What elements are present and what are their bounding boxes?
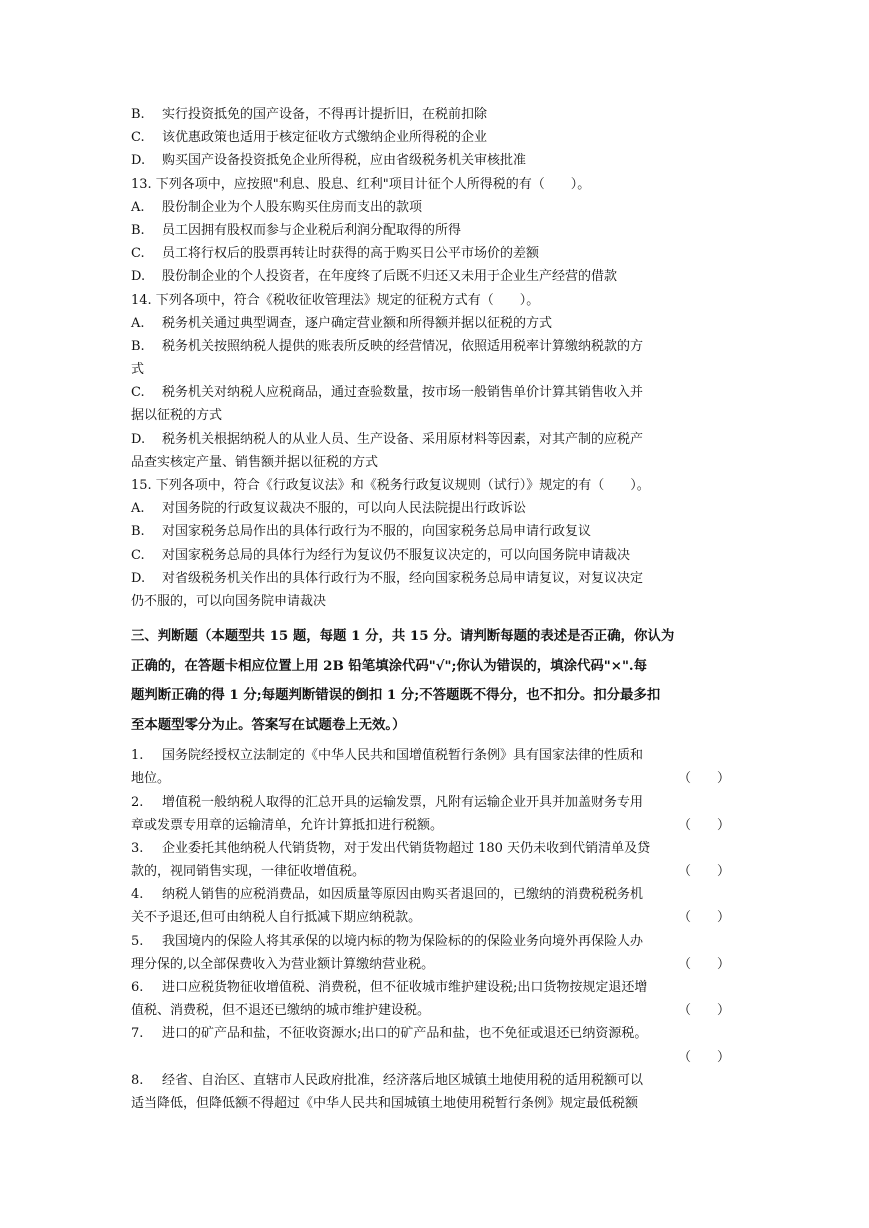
option-line: D. 对省级税务机关作出的具体行政行为不服，经向国家税务总局申请复议，对复议决定	[131, 570, 644, 586]
question-15	[131, 474, 730, 613]
answer-bracket: （ ）	[677, 864, 730, 880]
option-line: C. 税务机关对纳税人应税商品，通过查验数量，按市场一般销售单价计算其销售收入并	[131, 385, 644, 401]
answer-bracket: （ ）	[677, 1049, 730, 1065]
option-line: B. 对国家税务总局作出的具体行政行为不服的，向国家税务总局申请行政复议	[131, 524, 592, 540]
option-line: A. 对国务院的行政复议裁决不服的，可以向人民法院提出行政诉讼	[131, 501, 527, 517]
question-stem: 14. 下列各项中，符合《税收征收管理法》规定的征税方式有（ ）。	[131, 292, 540, 308]
option-line: A. 税务机关通过典型调查，逐户确定营业额和所得额并据以征税的方式	[131, 315, 553, 331]
heading-line: 至本题型零分为止。答案写在试题卷上无效。）	[131, 716, 406, 733]
heading-line: 正确的，在答题卡相应位置上用 2B 铅笔填涂代码"√";你认为错误的，填涂代码"×".每	[131, 657, 647, 674]
judge-item-3: 3. 企业委托其他纳税人代销货物，对于发出代销货物超过 180 天仍未收到代销清单及贷 款的，视同销售实现，一律征收增值税。 （ ）	[131, 837, 730, 883]
option-continuation: 式	[131, 362, 145, 378]
option-line: C. 对国家税务总局的具体行为经行为复议仍不服复议决定的，可以向国务院申请裁决	[131, 547, 631, 563]
option-line: D. 购买国产设备投资抵免企业所得税，应由省级税务机关审核批准	[131, 153, 527, 169]
heading-line: 题判断正确的得 1 分;每题判断错误的倒扣 1 分;不答题既不得分，也不扣分。扣分最多扣	[131, 687, 661, 704]
judge-item-1: 1. 国务院经授权立法制定的《中华人民共和国增值税暂行条例》具有国家法律的性质和 地位。 （ ）	[131, 744, 730, 790]
judge-item-6: 6. 进口应税货物征收增值税、消费税，但不征收城市维护建设税;出口货物按规定退还增 值税、消费税，但不退还已缴纳的城市维护建设税。 （ ）	[131, 976, 730, 1022]
judge-item-4: 4. 纳税人销售的应税消费品，如因质量等原因由购买者退回的，已缴纳的消费税税务机 关不予退还,但可由纳税人自行抵减下期应纳税款。 （ ）	[131, 883, 730, 929]
option-line: B. 税务机关按照纳税人提供的账表所反映的经营情况，依照适用税率计算缴纳税款的方	[131, 338, 644, 354]
option-line: C. 该优惠政策也适用于核定征收方式缴纳企业所得税的企业	[131, 130, 488, 146]
option-line: B. 实行投资抵免的国产设备，不得再计提折旧，在税前扣除	[131, 107, 488, 122]
heading-line: 三、判断题（本题型共 15 题，每题 1 分，共 15 分。请判断每题的表述是否正确，你认为	[131, 628, 675, 645]
option-continuation: 品查实核定产量、销售额并据以征税的方式	[131, 454, 379, 470]
option-line: B. 员工因拥有股权而参与企业税后利润分配取得的所得	[131, 222, 462, 238]
question-13	[131, 173, 730, 289]
question-12-options	[131, 103, 730, 173]
option-line: D. 股份制企业的个人投资者，在年度终了后既不归还又未用于企业生产经营的借款	[131, 269, 618, 285]
judge-questions	[131, 744, 730, 1115]
exam-page	[131, 103, 730, 1115]
section-3-heading	[131, 622, 730, 740]
question-14	[131, 289, 730, 475]
answer-bracket: （ ）	[677, 1003, 730, 1019]
judge-item-2: 2. 增值税一般纳税人取得的汇总开具的运输发票，凡附有运输企业开具并加盖财务专用 章或发票专用章的运输清单，允许计算抵扣进行税额。 （ ）	[131, 791, 730, 837]
question-stem: 15. 下列各项中，符合《行政复议法》和《税务行政复议规则（试行）》规定的有（ ）。	[131, 478, 650, 493]
answer-bracket: （ ）	[677, 910, 730, 926]
answer-bracket: （ ）	[677, 771, 730, 787]
judge-item-8: 8. 经省、自治区、直辖市人民政府批准，经济落后地区城镇土地使用税的适用税额可以 适当降低，但降低额不得超过《中华人民共和国城镇土地使用税暂行条例》规定最低税额	[131, 1072, 644, 1111]
judge-item-7: 7. 进口的矿产品和盐，不征收资源水;出口的矿产品和盐，也不免征或退还已纳资源税。 （ ）	[131, 1022, 730, 1068]
option-line: D. 税务机关根据纳税人的从业人员、生产设备、采用原材料等因素，对其产制的应税产	[131, 431, 644, 447]
option-line: A. 股份制企业为个人股东购买住房而支出的款项	[131, 199, 423, 215]
question-stem: 13. 下列各项中，应按照"利息、股息、红利"项目计征个人所得税的有（ ）。	[131, 176, 591, 192]
judge-item-5: 5. 我国境内的保险人将其承保的以境内标的物为保险标的的保险业务向境外再保险人办 理分保的,以全部保费收入为营业额计算缴纳营业税。 （ ）	[131, 930, 730, 976]
answer-bracket: （ ）	[677, 817, 730, 833]
option-line: C. 员工将行权后的股票再转让时获得的高于购买日公平市场价的差额	[131, 246, 540, 262]
answer-bracket: （ ）	[677, 956, 730, 972]
option-continuation: 据以征税的方式	[131, 408, 223, 424]
option-continuation: 仍不服的，可以向国务院申请裁决	[131, 593, 327, 609]
